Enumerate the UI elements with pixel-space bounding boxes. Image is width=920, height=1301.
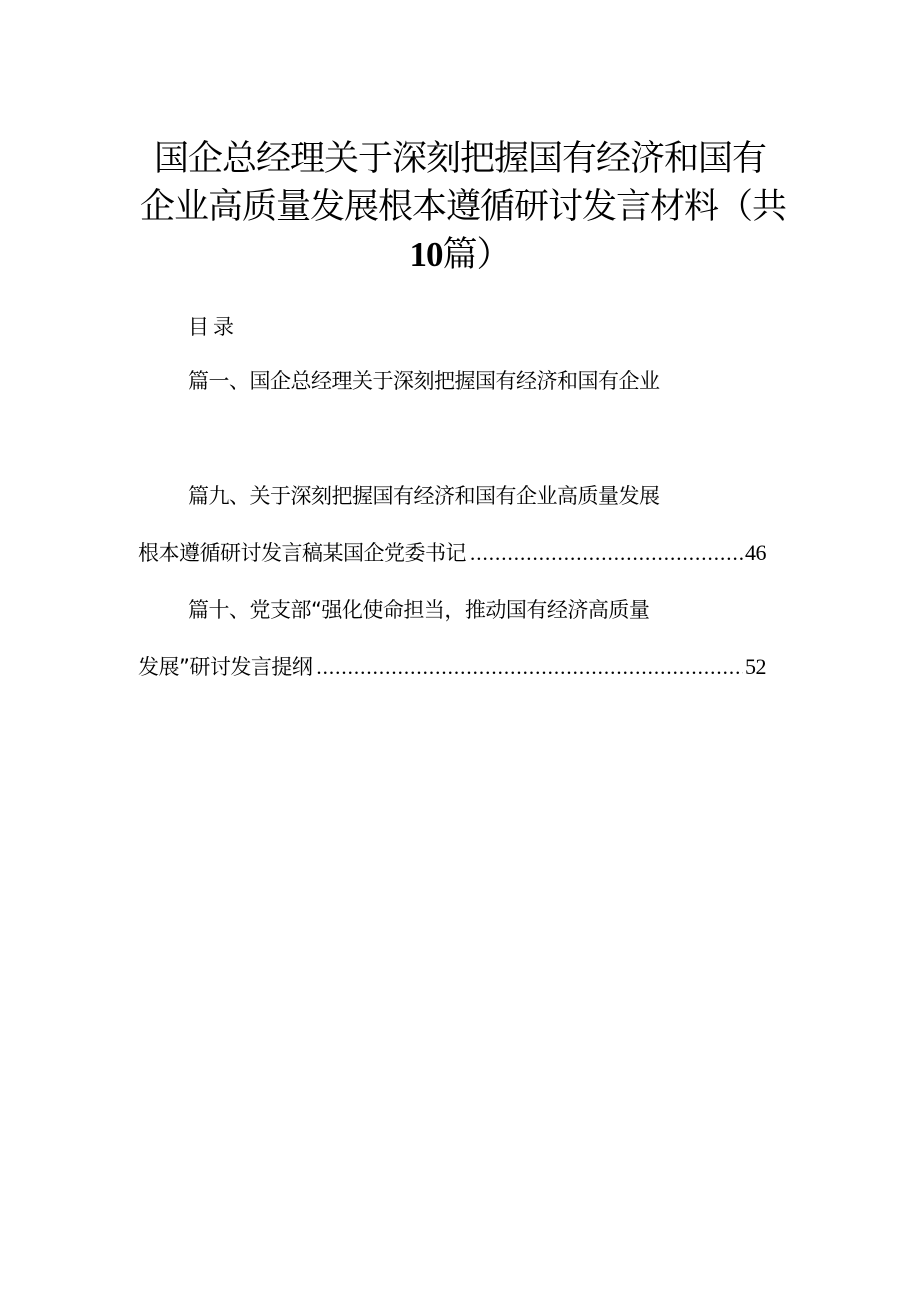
- document-title-line-2: 企业高质量发展根本遵循研讨发言材料（共: [140, 187, 787, 227]
- document-title-line-1: 国企总经理关于深刻把握国有经济和国有: [153, 139, 766, 179]
- title-article-count: 10: [409, 235, 443, 274]
- toc-entry-9-line-2[interactable]: [138, 538, 766, 568]
- toc-heading: 目录: [188, 315, 238, 339]
- toc-entry-10-line-1[interactable]: [188, 595, 768, 625]
- toc-entry-9-text: 篇九、关于深刻把握国有经济和国有企业高质量发展: [188, 484, 660, 508]
- toc-entry-1[interactable]: [188, 366, 768, 396]
- toc-entry-10-text-cont: 发展”研讨发言提纲: [138, 655, 313, 679]
- title-suffix: 篇）: [442, 235, 511, 275]
- toc-entry-1-text: 篇一、国企总经理关于深刻把握国有经济和国有企业: [188, 369, 660, 393]
- document-title-line-3: [140, 232, 780, 278]
- toc-entry-9-leader: [470, 538, 743, 568]
- toc-entry-9-line-1[interactable]: [188, 481, 768, 511]
- toc-entry-9-page-number: 46: [745, 540, 766, 565]
- toc-entry-10-line-2[interactable]: [138, 652, 766, 682]
- toc-entry-10-text: 篇十、党支部“强化使命担当，推动国有经济高质量: [188, 598, 650, 622]
- toc-entry-10-page-number: 52: [745, 654, 766, 679]
- toc-entry-9-text-cont: 根本遵循研讨发言稿某国企党委书记: [138, 541, 466, 565]
- toc-entry-10-leader: [316, 652, 743, 682]
